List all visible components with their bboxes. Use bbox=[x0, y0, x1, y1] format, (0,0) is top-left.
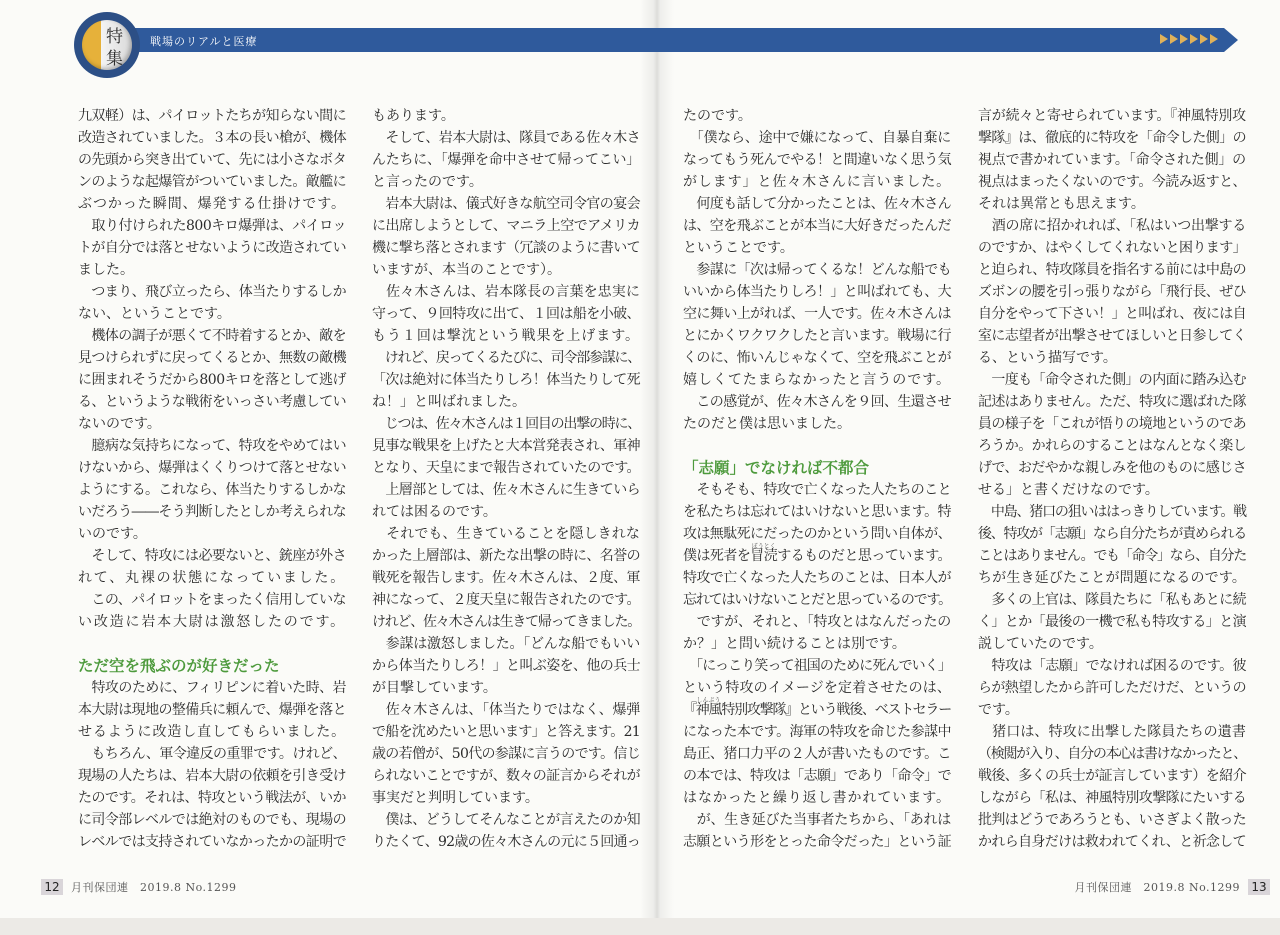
text-line: 自分をやって下さい！」と叫ばれ、夜には自 bbox=[978, 306, 1246, 322]
blank-line bbox=[683, 435, 951, 457]
text-line: 参謀は激怒しました。「どんな船でもいい bbox=[372, 636, 640, 652]
text-line: 歳の若僧が、50代の参謀に言うのです。信じ bbox=[372, 746, 640, 762]
text-line: 島正、猪口力平の２人が書いたものです。こ bbox=[683, 746, 951, 762]
text-line: いのです。 bbox=[78, 526, 147, 542]
text-line: 説していたのです。 bbox=[978, 636, 1103, 652]
text-line: 後、特攻が「志願」なら自分たちが責められる bbox=[978, 526, 1246, 542]
text-line: 事実だと判明しています。 bbox=[372, 790, 539, 806]
text-line: それは異常とも思えます。 bbox=[978, 196, 1145, 212]
text-line: それでも、生きていることを隠しきれな bbox=[372, 526, 640, 542]
text-line: レベルでは支持されていなかったかの証明で bbox=[78, 834, 346, 850]
text-line: げで、おだやかな親しみを他のものに感じさ bbox=[978, 460, 1246, 476]
text-line: の本では、特攻は「志願」であり「命令」で bbox=[683, 768, 951, 784]
text-line: という特攻のイメージを定着させたのは、 bbox=[683, 680, 951, 696]
text-line: 批判はどうであろうとも、いさぎよく散った bbox=[978, 812, 1246, 828]
text-line: いだろう――そう判断したとしか考えられな bbox=[78, 504, 346, 520]
text-line: られないことですが、数々の証言からそれが bbox=[372, 768, 640, 784]
text-line: そして、岩本大尉は、隊員である佐々木さ bbox=[372, 130, 640, 146]
magazine-issue: 月刊保団連 2019.8 No.1299 bbox=[1074, 881, 1240, 894]
text-line: 岩本大尉は、儀式好きな航空司令官の宴会 bbox=[372, 196, 640, 212]
text-line: に出席しようとして、マニラ上空でアメリカ bbox=[372, 218, 640, 234]
text-line: もちろん、軍令違反の重罪です。けれど、 bbox=[78, 746, 346, 762]
text-line: が目撃しています。 bbox=[372, 680, 497, 696]
text-line: 一度も「命令された側」の内面に踏み込む bbox=[978, 372, 1246, 388]
text-line: のですか、はやくしてくれないと困ります」 bbox=[978, 240, 1246, 256]
text-line: 臆病な気持ちになって、特攻をやめてはい bbox=[78, 438, 346, 454]
text-line: もう１回は撃沈という戦果を上げます。 bbox=[372, 328, 640, 344]
text-line: たのです。 bbox=[683, 108, 752, 124]
text-line: 特攻で亡くなった人たちのことは、日本人が bbox=[683, 570, 951, 586]
text-line: じつは、佐々木さんは１回目の出撃の時に、 bbox=[372, 416, 640, 432]
text-line: けれど、戻ってくるたびに、司令部参謀に、 bbox=[372, 350, 640, 366]
text-line: 参謀に「次は帰ってくるな！どんな船でも bbox=[683, 262, 951, 278]
text-line: 言が続々と寄せられています。『神風特別攻 bbox=[978, 108, 1246, 124]
text-line: 『神風特別攻撃隊』という戦後、ベストセラー bbox=[683, 702, 951, 718]
text-line: となり、天皇にまで報告されていたのです。 bbox=[372, 460, 640, 476]
banner-arrow-tip bbox=[1224, 28, 1238, 52]
ruby-annotation: しんぷう bbox=[696, 697, 721, 704]
text-line: 改造されていました。３本の長い槍が、機体 bbox=[78, 130, 346, 146]
text-line: 守って、９回特攻に出て、１回は船を小破、 bbox=[372, 306, 640, 322]
text-line: （検閲が入り、自分の本心は書けなかったと、 bbox=[978, 746, 1246, 762]
text-line: 何度も話して分かったことは、佐々木さん bbox=[683, 196, 951, 212]
text-column-4 bbox=[978, 105, 1246, 853]
section-banner bbox=[100, 28, 1224, 52]
text-line: トが自分では落とせないように改造されてい bbox=[78, 240, 346, 256]
text-line: かれら自身だけは救われてくれ、と祈念して bbox=[978, 834, 1246, 850]
text-line: この感覚が、佐々木さんを９回、生還させ bbox=[683, 394, 951, 410]
text-line: ない、ということです。 bbox=[78, 306, 231, 322]
text-line: ズボンの腰を引っ張りながら「飛行長、ぜひ bbox=[978, 284, 1246, 300]
text-line: は、空を飛ぶことが本当に大好きだったんだ bbox=[683, 218, 951, 234]
text-line: けないから、爆弾はくくりつけて落とせない bbox=[78, 460, 346, 476]
text-line: 空に舞い上がれば、一人です。佐々木さんは bbox=[683, 306, 951, 322]
text-line: 員の様子を「これが悟りの境地というのであ bbox=[978, 416, 1246, 432]
text-line: 佐々木さんは、岩本隊長の言葉を忠実に bbox=[372, 284, 640, 300]
page-bottom-edge bbox=[0, 918, 1280, 935]
section-heading: 「志願」でなければ不都合 bbox=[683, 459, 870, 477]
magazine-issue: 月刊保団連 2019.8 No.1299 bbox=[71, 881, 237, 894]
text-line: そして、特攻には必要ないと、銃座が外さ bbox=[78, 548, 346, 564]
text-line: もあります。 bbox=[372, 108, 455, 124]
text-line: 忘れてはいけないことだと思っているのです。 bbox=[683, 592, 951, 608]
text-line: 「僕なら、途中で嫌になって、自暴自棄に bbox=[683, 130, 951, 146]
text-line: に司令部レベルでは絶対のものでも、現場の bbox=[78, 812, 346, 828]
text-line: んたちに、「爆弾を命中させて帰ってこい」 bbox=[372, 152, 640, 168]
text-line: 特攻のために、フィリピンに着いた時、岩 bbox=[78, 680, 346, 696]
text-line: になった本です。海軍の特攻を命じた参謀中 bbox=[683, 724, 951, 740]
badge-char-1: 特 bbox=[106, 27, 123, 47]
text-line: 見事な戦果を上げたと大本営発表され、軍神 bbox=[372, 438, 640, 454]
text-line: ぶつかった瞬間、爆発する仕掛けです。 bbox=[78, 196, 346, 212]
text-line: 視点はまったくないのです。今読み返すと、 bbox=[978, 174, 1246, 190]
text-line: なってもう死んでやる！と間違いなく思う気 bbox=[683, 152, 951, 168]
text-line: 機に撃ち落とされます（冗談のように書いて bbox=[372, 240, 640, 256]
page-number: 13 bbox=[1248, 879, 1270, 895]
text-line: ました。 bbox=[78, 262, 134, 278]
text-line: かった上層部は、新たな出撃の時に、名誉の bbox=[372, 548, 640, 564]
text-line: ことはありません。でも「命令」なら、自分た bbox=[978, 548, 1246, 564]
text-line: 猪口は、特攻に出撃した隊員たちの遺書 bbox=[978, 724, 1246, 740]
text-line: たのです。それは、特攻という戦法が、いか bbox=[78, 790, 346, 806]
text-line: の先頭から突き出ていて、先には小さなボタ bbox=[78, 152, 346, 168]
text-line: と言ったのです。 bbox=[372, 174, 483, 190]
text-line: ちが生き延びたことが問題になるのです。 bbox=[978, 570, 1246, 586]
text-line: 本大尉は現地の整備兵に頼んで、爆弾を落と bbox=[78, 702, 346, 718]
text-line: で船を沈めたいと思います」と答えます。21 bbox=[372, 724, 640, 740]
text-line: らが熱望したから許可しただけだ、というの bbox=[978, 680, 1246, 696]
text-line: ということです。 bbox=[683, 240, 794, 256]
text-line: りたくて、92歳の佐々木さんの元に５回通っ bbox=[372, 834, 640, 850]
text-line: 取り付けられた800キロ爆弾は、パイロッ bbox=[78, 218, 346, 234]
text-line: ないのです。 bbox=[78, 416, 161, 432]
blank-line bbox=[78, 633, 346, 655]
section-heading: ただ空を飛ぶのが好きだった bbox=[78, 657, 280, 675]
text-line: 特攻は「志願」でなければ困るのです。彼 bbox=[978, 658, 1246, 674]
text-column-2 bbox=[372, 105, 640, 853]
text-line: ね！」と叫ばれました。 bbox=[372, 394, 526, 410]
text-line: そもそも、特攻で亡くなった人たちのこと bbox=[683, 482, 951, 498]
text-line: 嬉しくてたまらなかったと言うのです。 bbox=[683, 372, 951, 388]
footer-right bbox=[1066, 879, 1270, 895]
text-column-1 bbox=[78, 105, 346, 853]
text-line: けれど、佐々木さんは生きて帰ってきました。 bbox=[372, 614, 640, 630]
text-line: です。 bbox=[978, 702, 1019, 718]
text-line: 上層部としては、佐々木さんに生きていら bbox=[372, 482, 640, 498]
footer-left bbox=[41, 879, 245, 895]
text-column-3 bbox=[683, 105, 951, 853]
text-line: せるように改造し直してもらいました。 bbox=[78, 724, 346, 740]
text-line: いますが、本当のことです）。 bbox=[372, 262, 561, 278]
text-line: 酒の席に招かれれば、「私はいつ出撃する bbox=[978, 218, 1246, 234]
text-line: 攻は無駄死にだったのかという問い自体が、 bbox=[683, 526, 951, 542]
text-line: しながら「私は、神風特別攻撃隊にたいする bbox=[978, 790, 1246, 806]
text-line: とにかくワクワクしたと言います。戦場に行 bbox=[683, 328, 951, 344]
text-line: れては困るのです。 bbox=[372, 504, 497, 520]
text-line: る、という描写です。 bbox=[978, 350, 1117, 366]
text-line: 神になって、２度天皇に報告されたのです。 bbox=[372, 592, 640, 608]
text-line: く」とか「最後の一機で私も特攻する」と演 bbox=[978, 614, 1246, 630]
feature-badge bbox=[74, 12, 140, 78]
text-line: 「にっこり笑って祖国のために死んでいく」 bbox=[683, 658, 952, 674]
text-line: 室に志望者が出撃させてほしいと日参してく bbox=[978, 328, 1246, 344]
text-line: 戦死を報告します。佐々木さんは、２度、軍 bbox=[372, 570, 640, 586]
text-line: この、パイロットをまったく信用していな bbox=[78, 592, 346, 608]
section-title: 戦場のリアルと医療 bbox=[150, 35, 258, 48]
text-line: から体当たりしろ！」と叫ぶ姿を、他の兵士 bbox=[372, 658, 640, 674]
text-line: 志願という形をとった命令だった」という証 bbox=[683, 834, 951, 850]
text-line: 多くの上官は、隊員たちに「私もあとに続 bbox=[978, 592, 1246, 608]
text-line: はなかったと繰り返し書かれています。 bbox=[683, 790, 951, 806]
text-line: と迫られ、特攻隊員を指名する前には中島の bbox=[978, 262, 1246, 278]
text-line: 見つけられずに戻ってくるとか、無数の敵機 bbox=[78, 350, 346, 366]
text-line: 機体の調子が悪くて不時着するとか、敵を bbox=[78, 328, 346, 344]
page-number: 12 bbox=[41, 879, 63, 895]
text-line: 佐々木さんは、「体当たりではなく、爆弾 bbox=[372, 702, 640, 718]
text-line: ですが、それと、「特攻とはなんだったの bbox=[683, 614, 951, 630]
text-line: い改造に岩本大尉は激怒したのです。 bbox=[78, 614, 346, 630]
triangle-arrows-icon bbox=[1160, 34, 1218, 44]
text-line: 撃隊』は、徹底的に特攻を「命令した側」の bbox=[978, 130, 1246, 146]
text-line: か？」と問い続けることは別です。 bbox=[683, 636, 906, 652]
text-line: 記述はありません。ただ、特攻に選ばれた隊 bbox=[978, 394, 1246, 410]
text-line: 九双軽）は、パイロットたちが知らない間に bbox=[78, 108, 346, 124]
ruby-annotation: ぼうとく bbox=[751, 543, 776, 550]
text-line: ようにする。これなら、体当たりするしかな bbox=[78, 482, 346, 498]
text-line: つまり、飛び立ったら、体当たりするしか bbox=[78, 284, 346, 300]
text-line: くのに、怖いんじゃなくて、空を飛ぶことが bbox=[683, 350, 951, 366]
text-line: を私たちは忘れてはいけないと思います。特 bbox=[683, 504, 951, 520]
text-line: ンのような起爆管がついていました。敵艦に bbox=[78, 174, 346, 190]
text-line: せる」と書くだけなのです。 bbox=[978, 482, 1159, 498]
badge-char-2: 集 bbox=[106, 49, 123, 69]
text-line: 視点で書かれています。「命令された側」の bbox=[978, 152, 1246, 168]
text-line: 僕は、どうしてそんなことが言えたのか知 bbox=[372, 812, 640, 828]
text-line: ろうか。かれらのすることはなんとなく楽し bbox=[978, 438, 1246, 454]
text-line: 中島、猪口の狙いははっきりしています。戦 bbox=[978, 504, 1246, 520]
text-line: がします」と佐々木さんに言いました。 bbox=[683, 174, 951, 190]
page-gutter bbox=[640, 0, 674, 935]
text-line: が、生き延びた当事者たちから、「あれは bbox=[683, 812, 951, 828]
text-line: る、というような戦術をいっさい考慮してい bbox=[78, 394, 346, 410]
text-line: いいから体当たりしろ！」と叫ばれても、大 bbox=[683, 284, 951, 300]
text-line: たのだと僕は思いました。 bbox=[683, 416, 851, 432]
text-line: 「次は絶対に体当たりしろ！体当たりして死 bbox=[372, 372, 640, 388]
text-line: 僕は死者を冒涜するものだと思っています。 bbox=[683, 548, 951, 564]
text-line: れて、丸裸の状態になっていました。 bbox=[78, 570, 346, 586]
text-line: 戦後、多くの兵士が証言しています）を紹介 bbox=[978, 768, 1246, 784]
text-line: 現場の人たちは、岩本大尉の依頼を引き受け bbox=[78, 768, 346, 784]
text-line: に囲まれそうだから800キロを落として逃げ bbox=[78, 372, 346, 388]
badge-circle bbox=[82, 20, 132, 70]
